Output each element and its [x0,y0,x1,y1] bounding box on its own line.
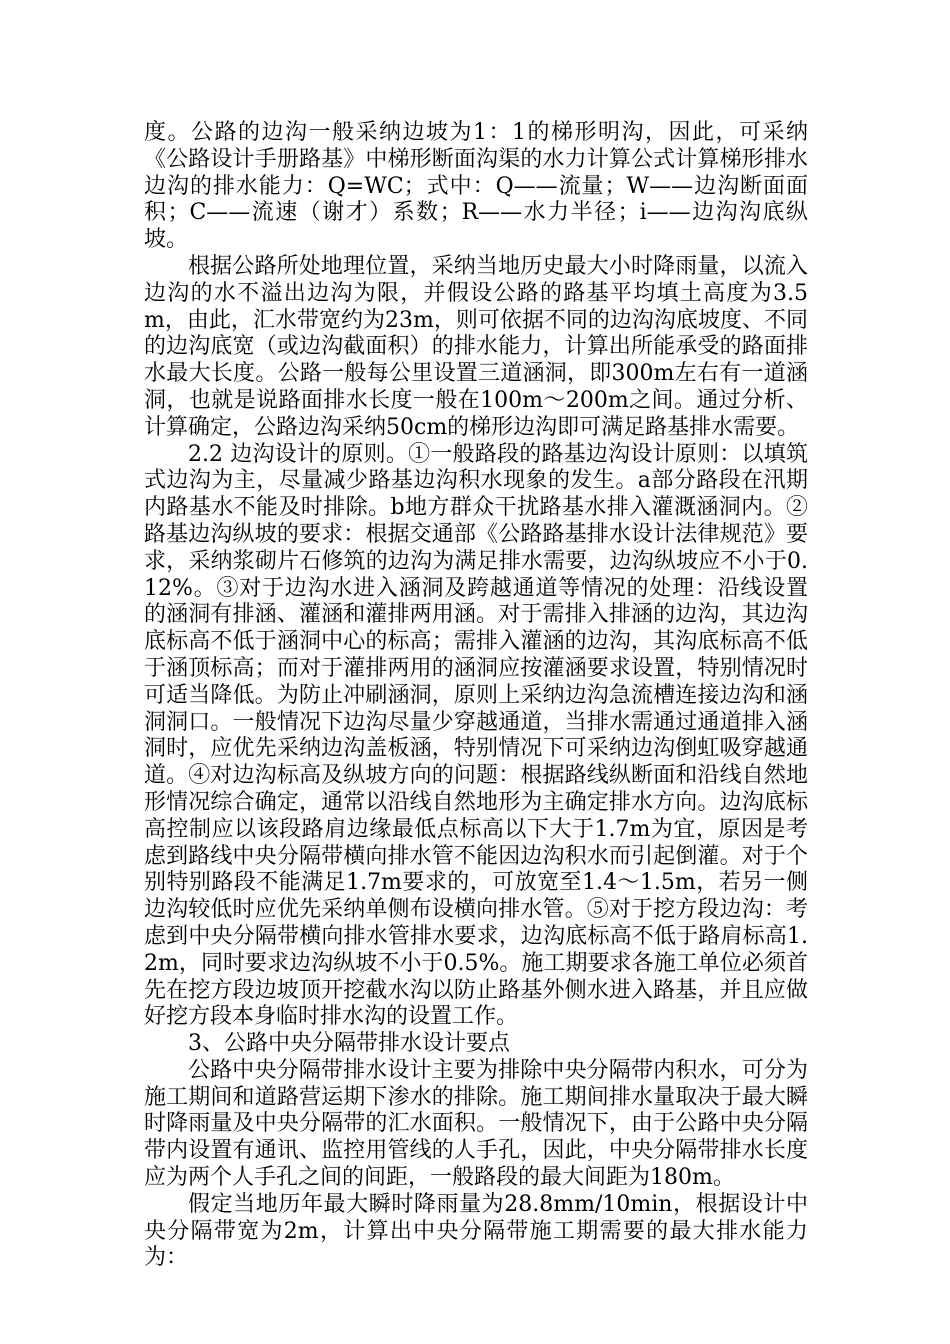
paragraph-ditch-design-principles: 2.2 边沟设计的原则。①一般路段的路基边沟设计原则：以填筑式边沟为主，尽量减少路基边沟积水现象的发生。a部分路段在汛期内路基水不能及时排除。b地方群众干扰路基水排入灌溉涵洞内。②路基边沟纵坡的要求：根据交通部《公路路基排水设计法律规范》要求，采纳浆砌片石修筑的边沟为满足排水需要，边沟纵坡应不小于0.12%。③对于边沟水进入涵洞及跨越通道等情况的处理：沿线设置的涵洞有排涵、灌涵和灌排两用涵。对于需排入排涵的边沟，其边沟底标高不低于涵洞中心的标高；需排入灌涵的边沟，其沟底标高不低于涵顶标高；而对于灌排两用的涵洞应按灌涵要求设置，特别情况时可适当降低。为防止冲刷涵洞，原则上采纳边沟急流槽连接边沟和涵洞洞口。一般情况下边沟尽量少穿越通道，当排水需通过通道排入涵洞时，应优先采纳边沟盖板涵，特别情况下可采纳边沟倒虹吸穿越通道。④对边沟标高及纵坡方向的问题：根据路线纵断面和沿线自然地形情况综合确定，通常以沿线自然地形为主确定排水方向。边沟底标高控制应以该段路肩边缘最低点标高以下大于1.7m为宜，原因是考虑到路线中央分隔带横向排水管不能因边沟积水而引起倒灌。对于个别特别路段不能满足1.7m要求的，可放宽至1.4～1.5m，若另一侧边沟较低时应优先采纳单侧布设横向排水管。⑤对于挖方段边沟：考虑到中央分隔带横向排水管排水要求，边沟底标高不低于路肩标高1.2m，同时要求边沟纵坡不小于0.5%。施工期要求各施工单位必须首先在挖方段边坡顶开挖截水沟以防止路基外侧水进入路基，并且应做好挖方段本身临时排水沟的设置工作。 [144,441,808,1030]
paragraph-rainfall-assumption: 假定当地历年最大瞬时降雨量为28.8mm/10min，根据设计中央分隔带宽为2m，计算出中央分隔带施工期需要的最大排水能力为： [144,1191,808,1271]
paragraph-median-drainage: 公路中央分隔带排水设计主要为排除中央分隔带内积水，可分为施工期间和道路营运期下渗水的排除。施工期间排水量取决于最大瞬时降雨量及中央分隔带的汇水面积。一般情况下，由于公路中央分隔带内设置有通讯、监控用管线的人手孔，因此，中央分隔带排水长度应为两个人手孔之间的间距，一般路段的最大间距为180m。 [144,1057,808,1191]
document-page [144,120,808,1272]
paragraph-intro-formula: 度。公路的边沟一般采纳边坡为1：1的梯形明沟，因此，可采纳《公路设计手册路基》中梯形断面沟渠的水力计算公式计算梯形排水边沟的排水能力：Q=WC；式中：Q——流量；W——边沟断面面积；C——流速（谢才）系数；R——水力半径；i——边沟沟底纵坡。 [144,120,808,253]
paragraph-drainage-length: 根据公路所处地理位置，采纳当地历史最大小时降雨量，以流入边沟的水不溢出边沟为限，并假设公路的路基平均填土高度为3.5m，由此，汇水带宽约为23m，则可依据不同的边沟沟底坡度、不同的边沟底宽（或边沟截面积）的排水能力，计算出所能承受的路面排水最大长度。公路一般每公里设置三道涵洞，即300m左右有一道涵洞，也就是说路面排水长度一般在100m～200m之间。通过分析、计算确定，公路边沟采纳50cm的梯形边沟即可满足路基排水需要。 [144,253,808,440]
section-heading-median-drainage: 3、公路中央分隔带排水设计要点 [188,1031,510,1057]
